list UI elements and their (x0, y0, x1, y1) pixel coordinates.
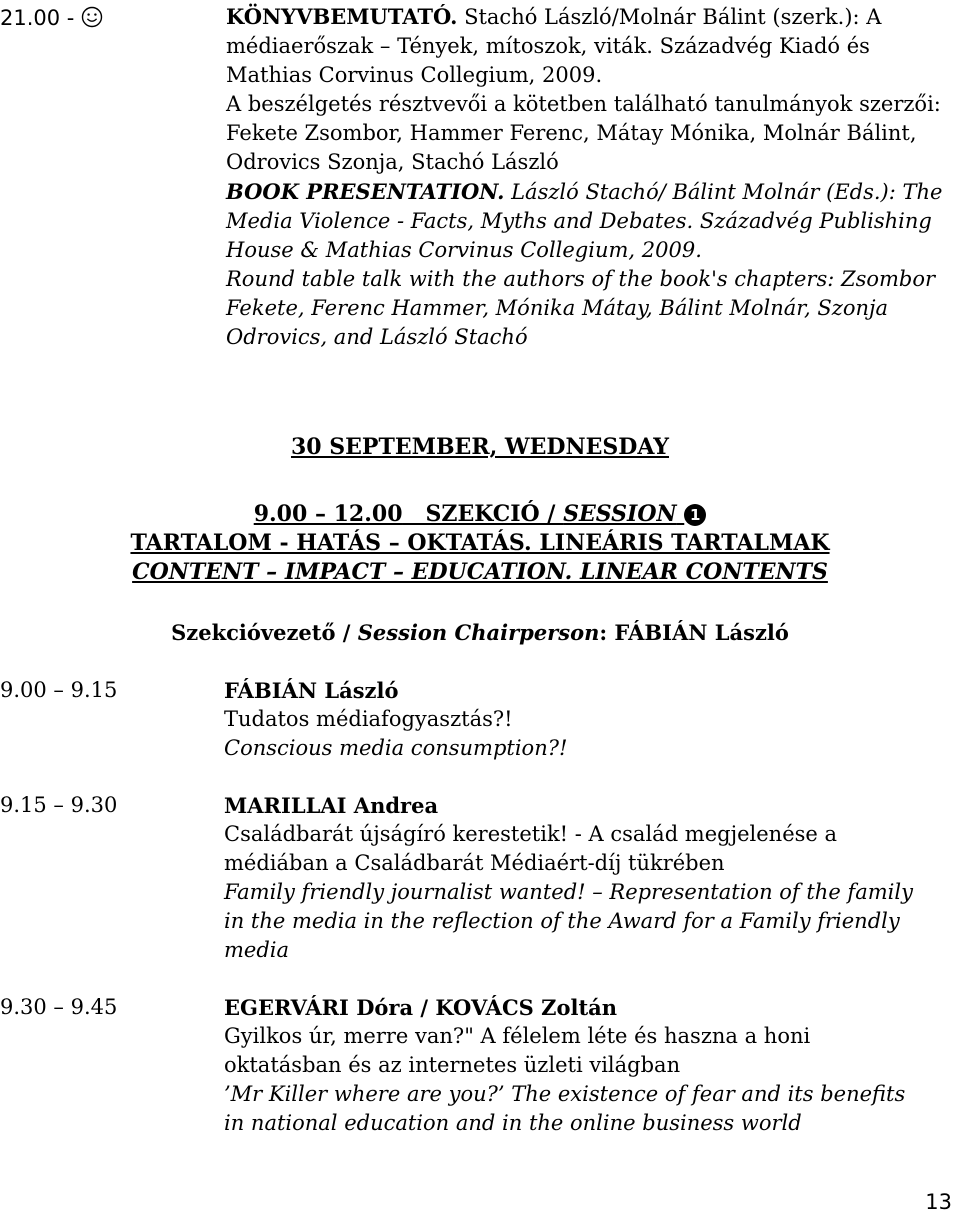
event-time: 21.00 - (0, 6, 75, 30)
hu-title: KÖNYVBEMUTATÓ. (226, 4, 458, 29)
talk-title-hu: Tudatos médiafogyasztás?! (224, 707, 513, 731)
session-title-en: CONTENT – IMPACT – EDUCATION. LINEAR CONTENTS (132, 559, 828, 585)
session-block (0, 500, 960, 587)
talk-speaker: MARILLAI Andrea (224, 793, 439, 818)
talk-title-en: Family friendly journalist wanted! – Representation of the family in the media in the reflection of the Award for a Family friendly media (224, 880, 913, 962)
hu-text: Stachó László/Molnár Bálint (szerk.): A médiaerőszak – Tények, mítoszok, viták. Századvég Kiadó és Mathias Corvinus Collegium, 2009. (226, 5, 882, 87)
en-description (226, 177, 950, 265)
talk-title-hu: Családbarát újságíró kerestetik! - A család megjelenése a médiában a Családbarát Médiaért-díj tükrében (224, 822, 838, 875)
talk-speaker: FÁBIÁN László (224, 678, 399, 703)
chair-name: : FÁBIÁN László (599, 620, 789, 645)
talk-speaker: EGERVÁRI Dóra / KOVÁCS Zoltán (224, 995, 618, 1020)
book-presentation-time (0, 4, 103, 33)
talk-title-en: ’Mr Killer where are you?’ The existence of fear and its benefits in national education and in the online business world (224, 1082, 906, 1135)
session-label-en: SESSION (563, 501, 677, 527)
smiley-icon (81, 6, 103, 28)
talk-content (224, 791, 924, 965)
talk-title-hu: Gyilkos úr, merre van?" A félelem léte és haszna a honi oktatásban és az internetes üzleti világban (224, 1024, 811, 1077)
talk-content (224, 993, 924, 1138)
hu-description (226, 2, 950, 90)
session-chairperson (0, 618, 960, 648)
hu-discussion: A beszélgetés résztvevői a kötetben található tanulmányok szerzői: Fekete Zsombor, Hammer Ferenc, Mátay Mónika, Molnár Bálint, Odrovics Szonja, Stachó László (226, 92, 941, 174)
chair-label-hu: Szekcióvezető / (171, 620, 358, 645)
session-label-hu: SZEKCIÓ / (425, 501, 564, 527)
talk-time: 9.15 – 9.30 (0, 793, 118, 817)
session-time-range: 9.00 – 12.00 (253, 501, 403, 527)
session-number-icon: 1 (684, 504, 706, 526)
day-heading-text: 30 SEPTEMBER, WEDNESDAY (290, 434, 669, 460)
talk-time: 9.30 – 9.45 (0, 995, 118, 1019)
en-text: László Stachó/ Bálint Molnár (Eds.): The Media Violence - Facts, Myths and Debates. Századvég Publishing House & Mathias Corvinus Collegium, 2009. (226, 180, 943, 262)
page-number: 13 (925, 1190, 952, 1214)
en-discussion: Round table talk with the authors of the book's chapters: Zsombor Fekete, Ferenc Hammer, Mónika Mátay, Bálint Molnár, Szonja Odrovics, and László Stachó (226, 267, 936, 349)
talk-content (224, 676, 924, 763)
session-header (0, 500, 960, 529)
day-heading (0, 432, 960, 462)
en-title: BOOK PRESENTATION. (226, 179, 505, 204)
chair-label-en: Session Chairperson (357, 620, 600, 645)
talk-time: 9.00 – 9.15 (0, 678, 118, 702)
session-title-hu: TARTALOM - HATÁS – OKTATÁS. LINEÁRIS TARTALMAK (130, 530, 830, 556)
talk-title-en: Conscious media consumption?! (224, 736, 568, 760)
book-presentation-body (226, 2, 950, 352)
